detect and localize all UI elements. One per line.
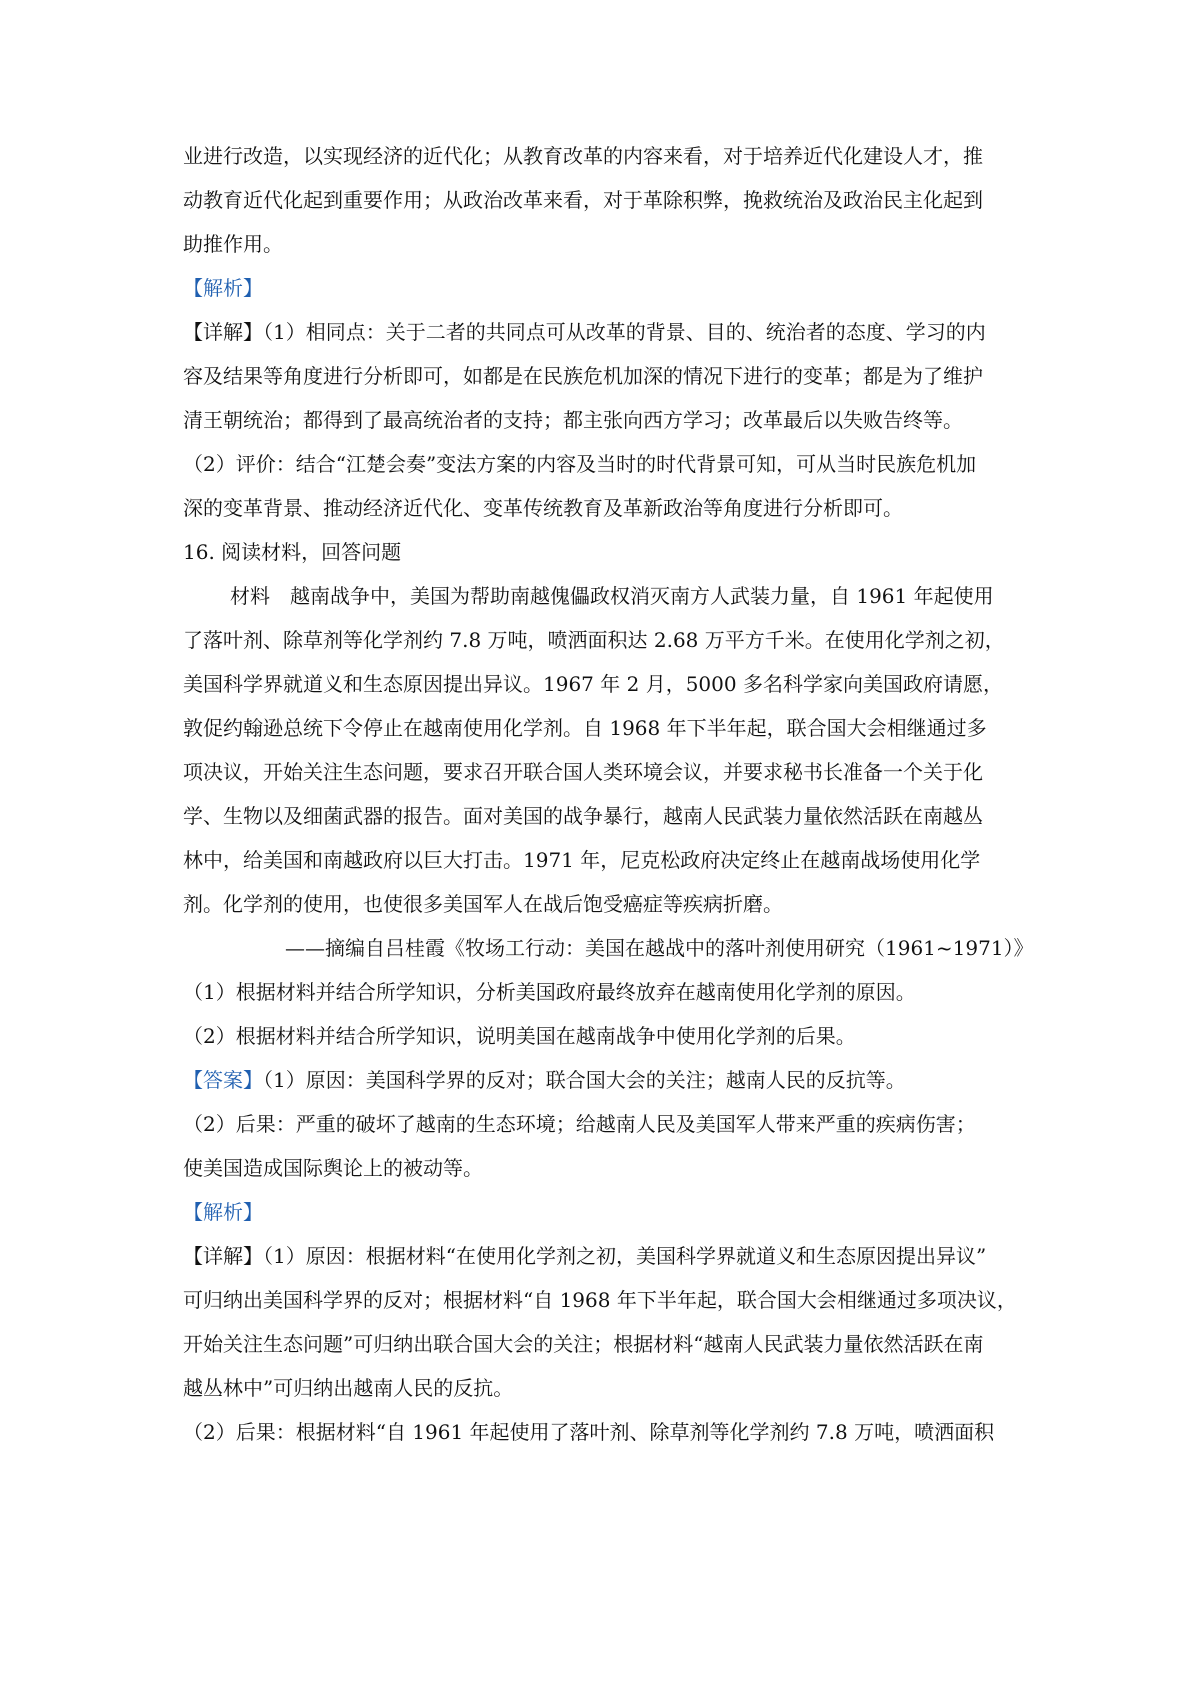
material-line: 了落叶剂、除草剂等化学剂约 7.8 万吨，喷洒面积达 2.68 万平方千米。在使用化学剂之初，: [183, 628, 1005, 652]
answer-line-3: 使美国造成国际舆论上的被动等。: [183, 1156, 483, 1180]
question-1: （1）根据材料并结合所学知识，分析美国政府最终放弃在越南使用化学剂的原因。: [183, 980, 916, 1004]
detail-line: （2）后果：根据材料“自 1961 年起使用了落叶剂、除草剂等化学剂约 7.8 万吨，喷洒面积: [183, 1420, 995, 1444]
detail-line: 深的变革背景、推动经济近代化、变革传统教育及革新政治等角度进行分析即可。: [183, 496, 903, 520]
detail-line: 越丛林中”可归纳出越南人民的反抗。: [183, 1376, 514, 1400]
answer-tag: 【答案】: [183, 1068, 263, 1092]
answer-text-1: （1）原因：美国科学界的反对；联合国大会的关注；越南人民的反抗等。: [263, 1068, 906, 1092]
detail-line: （2）评价：结合“江楚会奏”变法方案的内容及当时的时代背景可知，可从当时民族危机加: [183, 452, 977, 476]
detail-line: 开始关注生态问题”可归纳出联合国大会的关注；根据材料“越南人民武装力量依然活跃在南: [183, 1332, 984, 1356]
material-line: 学、生物以及细菌武器的报告。面对美国的战争暴行，越南人民武装力量依然活跃在南越丛: [183, 804, 983, 828]
detail-line: 【详解】（1）相同点：关于二者的共同点可从改革的背景、目的、统治者的态度、学习的内: [183, 320, 986, 344]
material-line: 敦促约翰逊总统下令停止在越南使用化学剂。自 1968 年下半年起，联合国大会相继通过多: [183, 716, 987, 740]
question-2: （2）根据材料并结合所学知识，说明美国在越南战争中使用化学剂的后果。: [183, 1024, 856, 1048]
analysis-tag: 【解析】: [183, 276, 263, 300]
material-line: 美国科学界就道义和生态原因提出异议。1967 年 2 月，5000 多名科学家向美国政府请愿，: [183, 672, 1003, 696]
detail-line: 容及结果等角度进行分析即可，如都是在民族危机加深的情况下进行的变革；都是为了维护: [183, 364, 983, 388]
detail-line: 清王朝统治；都得到了最高统治者的支持；都主张向西方学习；改革最后以失败告终等。: [183, 408, 963, 432]
detail-line: 可归纳出美国科学界的反对；根据材料“自 1968 年下半年起，联合国大会相继通过多项决议，: [183, 1288, 1017, 1312]
material-line: 材料 越南战争中，美国为帮助南越傀儡政权消灭南方人武装力量，自 1961 年起使用: [230, 584, 994, 608]
text-line: 助推作用。: [183, 232, 283, 256]
analysis-tag: 【解析】: [183, 1200, 263, 1224]
detail-line: 【详解】（1）原因：根据材料“在使用化学剂之初，美国科学界就道义和生态原因提出异议”: [183, 1244, 987, 1268]
answer-line-2: （2）后果：严重的破坏了越南的生态环境；给越南人民及美国军人带来严重的疾病伤害；: [183, 1112, 976, 1136]
material-line: 林中，给美国和南越政府以巨大打击。1971 年，尼克松政府决定终止在越南战场使用化学: [183, 848, 981, 872]
text-line: 业进行改造，以实现经济的近代化；从教育改革的内容来看，对于培养近代化建设人才，推: [183, 144, 983, 168]
material-line: 项决议，开始关注生态问题，要求召开联合国人类环境会议，并要求秘书长准备一个关于化: [183, 760, 983, 784]
material-source: ——摘编自吕桂霞《牧场工行动：美国在越战中的落叶剂使用研究（1961~1971）》: [285, 936, 1034, 960]
material-line: 剂。化学剂的使用，也使很多美国军人在战后饱受癌症等疾病折磨。: [183, 892, 783, 916]
text-line: 动教育近代化起到重要作用；从政治改革来看，对于革除积弊，挽救统治及政治民主化起到: [183, 188, 983, 212]
question-title: 16. 阅读材料，回答问题: [183, 540, 402, 564]
answer-line: [183, 1066, 906, 1094]
